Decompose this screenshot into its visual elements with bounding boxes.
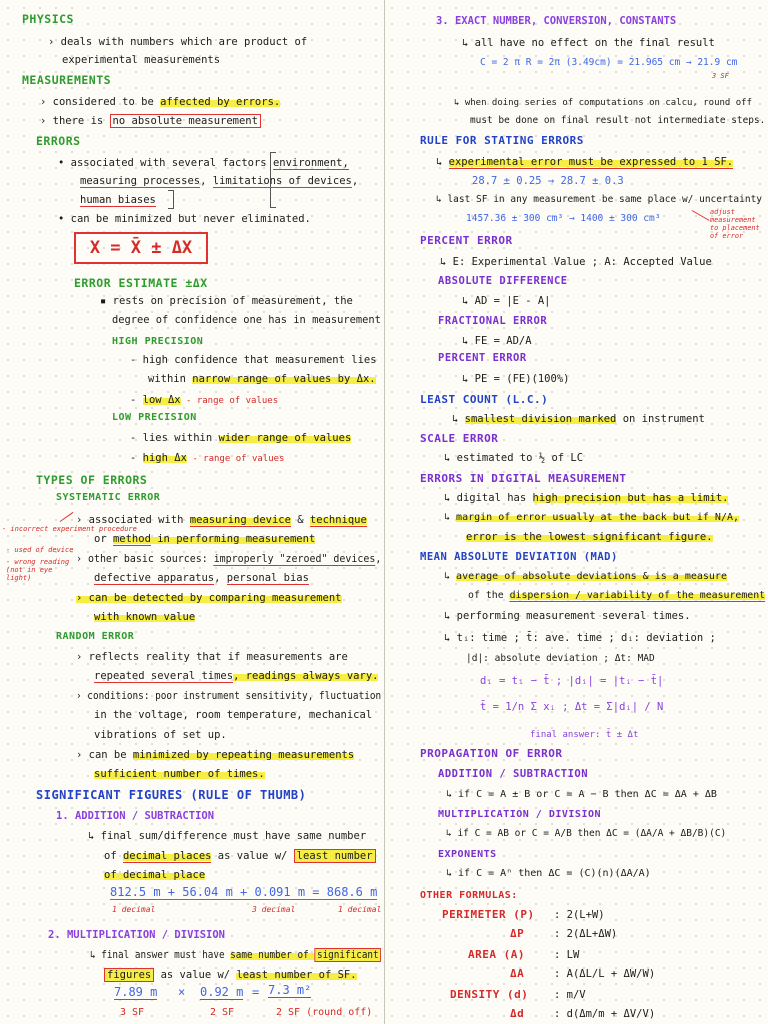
error-estimate-line-2: degree of confidence one has in measurement bbox=[112, 314, 381, 326]
scale-error-line-1: ↳ estimated to ½ of LC bbox=[444, 452, 584, 464]
significant-figures-heading: SIGNIFICANT FIGURES (RULE OF THUMB) bbox=[36, 788, 307, 802]
types-of-errors-heading: TYPES OF ERRORS bbox=[36, 473, 148, 487]
physics-heading: PHYSICS bbox=[22, 12, 74, 26]
low-precision-line-1: - lies within wider range of values bbox=[130, 432, 352, 444]
mad-final-answer: final answer: t̄ ± Δt bbox=[530, 730, 639, 740]
mad-equation-2: t̄ = 1/n Σ xᵢ ; Δt = Σ|dᵢ| / N bbox=[480, 701, 664, 713]
perimeter-formula: : 2(L+W) bbox=[554, 909, 605, 921]
sf-multiplication-note-1: 3 SF bbox=[120, 1007, 145, 1018]
systematic-line-5: › can be detected by comparing measurement bbox=[76, 592, 342, 604]
rule-stating-errors-heading: RULE FOR STATING ERRORS bbox=[420, 134, 584, 147]
exact-number-example: C = 2 π R = 2π (3.49cm) = 21.965 cm → 21.9 cm bbox=[480, 57, 738, 68]
least-count-heading: LEAST COUNT (L.C.) bbox=[420, 393, 549, 406]
sf-addition-note-3: 1 decimal bbox=[338, 905, 382, 914]
rule-example-1: 28.7 ± 0.25 → 28.7 ± 0.3 bbox=[472, 175, 624, 187]
high-precision-line-1: - high confidence that measurement lies bbox=[130, 354, 377, 366]
systematic-line-6: with known value bbox=[94, 611, 196, 623]
systematic-error-heading: SYSTEMATIC ERROR bbox=[56, 492, 161, 503]
sf-multiplication-times: × bbox=[178, 985, 186, 999]
side-note-used-of-device: - used of device bbox=[6, 546, 74, 554]
high-precision-line-3: - low Δx - range of values bbox=[130, 394, 279, 406]
density-formula: : m/V bbox=[554, 989, 586, 1001]
sf-multiplication-value-1: 7.89 m bbox=[114, 985, 158, 999]
side-note-arrow bbox=[60, 512, 74, 522]
errors-line-4: • can be minimized but never eliminated. bbox=[58, 213, 311, 225]
error-estimate-heading: ERROR ESTIMATE ±ΔX bbox=[74, 276, 208, 290]
errors-line-1: • associated with several factors environment, bbox=[58, 157, 349, 169]
scale-error-heading: SCALE ERROR bbox=[420, 432, 499, 445]
rule-side-note: adjust measurement to placement of error bbox=[710, 208, 760, 240]
sf-multiplication-heading: 2. MULTIPLICATION / DIVISION bbox=[48, 929, 226, 941]
area-delta-formula: : A(ΔL/L + ΔW/W) bbox=[554, 968, 656, 980]
percent-error-line-1: ↳ E: Experimental Value ; A: Accepted Value bbox=[440, 256, 712, 268]
random-line-6: › can be minimized by repeating measurements bbox=[76, 749, 355, 761]
area-delta-label: ΔA bbox=[510, 967, 525, 980]
sf-addition-note-1: 1 decimal bbox=[112, 905, 156, 914]
mad-line-5: |d|: absolute deviation ; Δt: MAD bbox=[466, 653, 655, 664]
propagation-exponents-rule: ↳ if C = Aⁿ then ΔC = (C)(n)(ΔA/A) bbox=[446, 868, 651, 879]
sf-multiplication-equals: = bbox=[252, 985, 260, 999]
random-line-3: › conditions: poor instrument sensitivity, fluctuation bbox=[76, 690, 382, 702]
sf-multiplication-value-2: 0.92 m bbox=[200, 985, 244, 999]
low-precision-line-2: - high Δx - range of values bbox=[130, 452, 285, 464]
rule-line-2: ↳ last SF in any measurement be same place w/ uncertainty bbox=[436, 194, 763, 205]
density-delta-formula: : d(Δm/m + ΔV/V) bbox=[554, 1008, 656, 1020]
low-precision-heading: LOW PRECISION bbox=[112, 412, 197, 423]
errors-bracket-right bbox=[168, 190, 174, 209]
percent-error-sub-heading: PERCENT ERROR bbox=[438, 352, 527, 364]
random-line-7: sufficient number of times. bbox=[94, 768, 265, 780]
fractional-error-heading: FRACTIONAL ERROR bbox=[438, 315, 548, 327]
rule-line-1: ↳ experimental error must be expressed to 1 SF. bbox=[436, 156, 734, 168]
error-estimate-line-1: ▪ rests on precision of measurement, the bbox=[100, 295, 353, 307]
mad-heading: MEAN ABSOLUTE DEVIATION (MAD) bbox=[420, 551, 618, 563]
absolute-difference-heading: ABSOLUTE DIFFERENCE bbox=[438, 275, 568, 287]
mad-equation-1: dᵢ = tᵢ − t̄ ; |dᵢ| = |tᵢ − t̄| bbox=[480, 675, 664, 687]
high-precision-heading: HIGH PRECISION bbox=[112, 336, 204, 347]
side-note-wrong-reading: - wrong reading (not in eye light) bbox=[6, 558, 70, 582]
side-note-incorrect-procedure: - incorrect experiment procedure bbox=[2, 525, 137, 533]
propagation-multiplication-heading: MULTIPLICATION / DIVISION bbox=[438, 809, 602, 820]
exact-number-example-note: 3 SF bbox=[712, 72, 729, 80]
digital-errors-heading: ERRORS IN DIGITAL MEASUREMENT bbox=[420, 472, 627, 485]
sf-multiplication-note-2: 2 SF bbox=[210, 1007, 235, 1018]
exact-number-line-3: must be done on final result not intermediate steps. bbox=[470, 115, 766, 126]
absolute-difference-formula: ↳ AD = |E - A| bbox=[462, 295, 551, 307]
sf-addition-line-2: of decimal places as value w/ least number bbox=[104, 849, 376, 863]
digital-line-2: ↳ margin of error usually at the back but if N/A, bbox=[444, 512, 740, 523]
systematic-line-1: › associated with measuring device & technique bbox=[76, 514, 367, 526]
exact-number-heading: 3. EXACT NUMBER, CONVERSION, CONSTANTS bbox=[436, 15, 677, 27]
mad-line-3: ↳ performing measurement several times. bbox=[444, 610, 691, 622]
exact-number-line-2: ↳ when doing series of computations on calcu, round off bbox=[454, 98, 753, 108]
measurements-line-1: › considered to be affected by errors. bbox=[40, 96, 281, 108]
density-label: DENSITY (d) bbox=[450, 988, 529, 1001]
high-precision-line-2: within narrow range of values by Δx. bbox=[148, 373, 376, 385]
systematic-line-2: or method in performing measurement bbox=[94, 533, 316, 545]
rule-side-note-arrow bbox=[692, 210, 710, 221]
rule-example-2: 1457.36 ± 300 cm³ → 1400 ± 300 cm³ bbox=[466, 213, 661, 224]
sf-multiplication-result: 7.3 m² bbox=[268, 983, 312, 997]
error-formula-box: X = X̄ ± ΔX bbox=[74, 232, 208, 264]
digital-line-3: error is the lowest significant figure. bbox=[466, 531, 713, 543]
errors-line-3: human biases bbox=[80, 194, 156, 206]
sf-multiplication-note-3: 2 SF (round off) bbox=[276, 1007, 373, 1018]
mad-line-1: ↳ average of absolute deviations & is a measure bbox=[444, 571, 727, 582]
percent-error-formula: ↳ PE = (FE)(100%) bbox=[462, 373, 570, 385]
errors-line-2: measuring processes, limitations of devices, bbox=[80, 175, 359, 187]
sf-addition-note-2: 3 decimal bbox=[252, 905, 296, 914]
measurements-line-2: › there is no absolute measurement bbox=[40, 114, 261, 128]
perimeter-delta-formula: : 2(ΔL+ΔW) bbox=[554, 928, 618, 940]
propagation-heading: PROPAGATION OF ERROR bbox=[420, 747, 563, 760]
random-line-5: vibrations of set up. bbox=[94, 729, 227, 741]
sf-addition-line-1: ↳ final sum/difference must have same number bbox=[88, 830, 367, 842]
digital-line-1: ↳ digital has high precision but has a limit. bbox=[444, 492, 729, 504]
random-line-4: in the voltage, room temperature, mechanical bbox=[94, 709, 373, 721]
random-line-1: › reflects reality that if measurements are bbox=[76, 651, 348, 663]
sf-addition-example: 812.5 m + 56.04 m + 0.091 m = 868.6 m bbox=[110, 885, 378, 899]
propagation-exponents-heading: EXPONENTS bbox=[438, 849, 497, 860]
sf-multiplication-line-1: ↳ final answer must have same number of significant bbox=[90, 948, 381, 962]
area-formula: : LW bbox=[554, 949, 580, 961]
errors-heading: ERRORS bbox=[36, 134, 81, 148]
least-count-line-1: ↳ smallest division marked on instrument bbox=[452, 413, 705, 425]
mad-line-4: ↳ tᵢ: time ; t̄: ave. time ; dᵢ: deviation ; bbox=[444, 632, 716, 644]
perimeter-label: PERIMETER (P) bbox=[442, 908, 535, 921]
propagation-addition-rule: ↳ if C = A ± B or C = A − B then ΔC = ΔA + ΔB bbox=[446, 789, 717, 800]
percent-error-heading: PERCENT ERROR bbox=[420, 234, 513, 247]
sf-addition-heading: 1. ADDITION / SUBTRACTION bbox=[56, 810, 215, 822]
sf-multiplication-line-2: figures as value w/ least number of SF. bbox=[104, 968, 357, 982]
physics-line-1: › deals with numbers which are product of bbox=[48, 36, 308, 48]
area-label: AREA (A) bbox=[468, 948, 525, 961]
perimeter-delta-label: ΔP bbox=[510, 927, 525, 940]
random-error-heading: RANDOM ERROR bbox=[56, 631, 135, 642]
sf-addition-line-3: of decimal place bbox=[104, 869, 206, 881]
exact-number-line-1: ↳ all have no effect on the final result bbox=[462, 37, 715, 49]
other-formulas-heading: OTHER FORMULAS: bbox=[420, 890, 518, 901]
systematic-line-3: › other basic sources: improperly "zeroed" devices, bbox=[76, 553, 382, 565]
density-delta-label: Δd bbox=[510, 1007, 525, 1020]
measurements-heading: MEASUREMENTS bbox=[22, 73, 112, 87]
random-line-2: repeated several times, readings always vary. bbox=[94, 670, 379, 682]
propagation-addition-heading: ADDITION / SUBTRACTION bbox=[438, 768, 589, 780]
page-divider bbox=[384, 0, 385, 1024]
mad-line-2: of the dispersion / variability of the measurement bbox=[468, 590, 766, 601]
systematic-line-4: defective apparatus, personal bias bbox=[94, 572, 309, 584]
fractional-error-formula: ↳ FE = AD/A bbox=[462, 335, 532, 347]
physics-line-2: experimental measurements bbox=[62, 54, 221, 66]
propagation-multiplication-rule: ↳ if C = AB or C = A/B then ΔC = (ΔA/A + ΔB/B)(C) bbox=[446, 828, 727, 839]
